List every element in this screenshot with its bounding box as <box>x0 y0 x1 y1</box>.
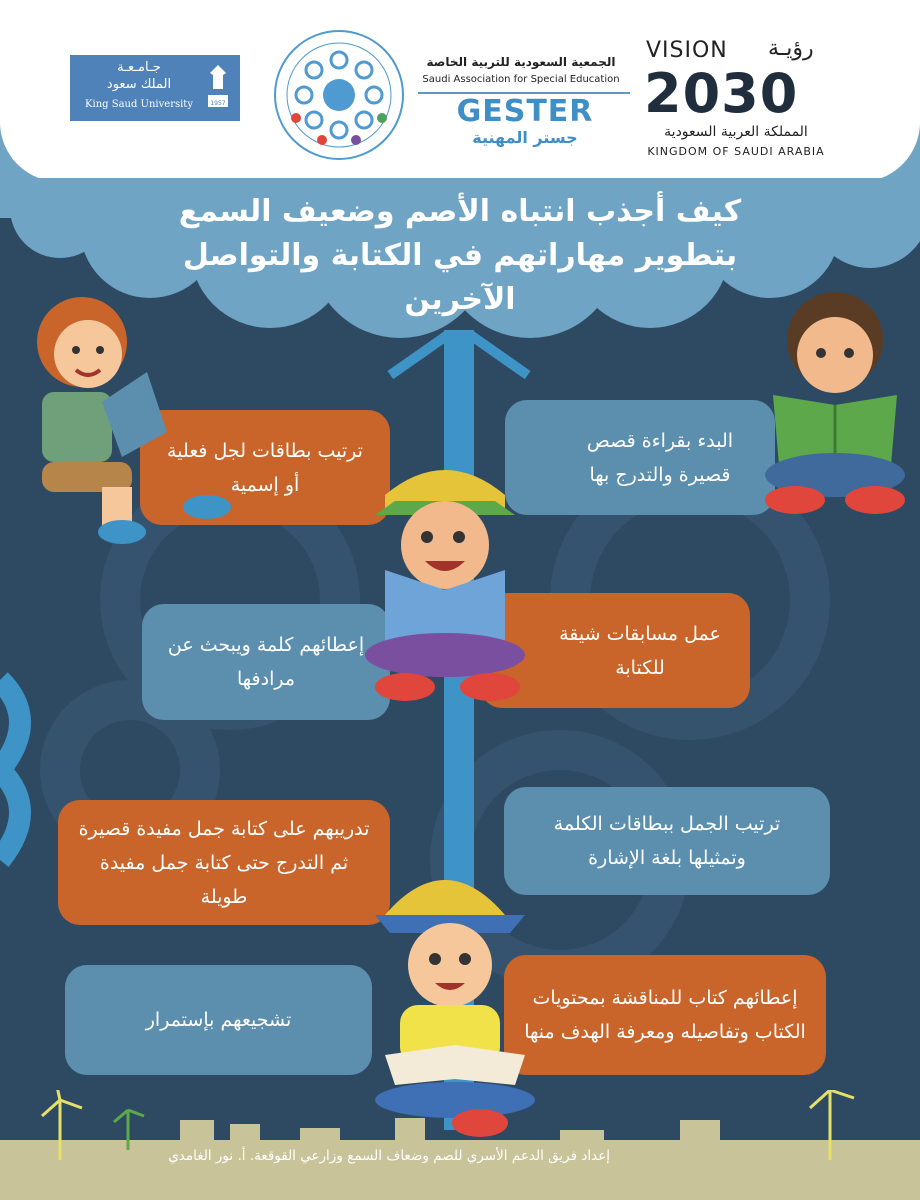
tip-card <box>142 604 390 720</box>
tip-text: تدريبهم على كتابة جمل مفيدة قصيرة ثم التدرج حتى كتابة جمل مفيدة طويلة <box>78 817 370 908</box>
tip-card <box>505 400 775 515</box>
page-title: كيف أجذب انتباه الأصم وضعيف السمع بتطوير مهاراتهم في الكتابة والتواصل الآخرين <box>178 194 742 317</box>
vision-label-en: VISION <box>646 38 728 63</box>
tip-text: إعطائهم كلمة ويبحث عن مرادفها <box>167 634 365 690</box>
tip-text: ترتيب الجمل ببطاقات الكلمة وتمثيلها بلغة الإشارة <box>553 813 781 869</box>
tip-text: إعطائهم كتاب للمناقشة بمحتويات الكتاب وتفاصيله ومعرفة الهدف منها <box>524 987 806 1043</box>
boy-with-cap-reading-illustration <box>355 455 535 710</box>
gester-logo-text: GESTER <box>456 94 594 129</box>
ksu-year: 1957 <box>210 100 226 107</box>
association-name-en: Saudi Association for Special Education <box>422 74 620 85</box>
tip-text: ترتيب بطاقات لجل فعلية أو إسمية <box>167 439 363 496</box>
ksu-name-ar-line2: الملك سعود <box>106 77 172 92</box>
association-name-ar: الجمعية السعودية للتربية الخاصة <box>426 55 616 69</box>
ksu-emblem-icon <box>202 61 234 113</box>
tip-card <box>58 800 390 925</box>
association-seal-logo <box>272 28 406 162</box>
king-saud-university-logo <box>70 55 240 121</box>
boy-reading-green-book-illustration <box>755 285 915 525</box>
tip-text: تشجيعهم بإستمرار <box>145 1009 292 1031</box>
tip-card <box>65 965 372 1075</box>
ksu-name-en: King Saud University <box>85 99 193 110</box>
kingdom-name-ar: المملكة العربية السعودية <box>664 124 808 140</box>
boy-reading-illustration <box>12 282 232 552</box>
tip-text: عمل مسابقات شيقة للكتابة <box>559 622 721 679</box>
vision-label-ar: رؤيـة <box>768 36 814 61</box>
gester-logo-text-ar: جستر المهنية <box>472 128 578 147</box>
footer-credit: إعداد فريق الدعم الأسري للصم وضعاف السمع وزارعي القوقعة. أ. نور الغامدي <box>168 1148 610 1164</box>
city-skyline-ground <box>0 1090 920 1200</box>
kingdom-name-en: KINGDOM OF SAUDI ARABIA <box>647 145 825 158</box>
ksu-name-ar-line1: جـامـعـة <box>117 60 161 75</box>
vision-year: 2030 <box>644 62 799 125</box>
tip-text: البدء بقراءة قصص قصيرة والتدرج بها <box>586 429 734 486</box>
